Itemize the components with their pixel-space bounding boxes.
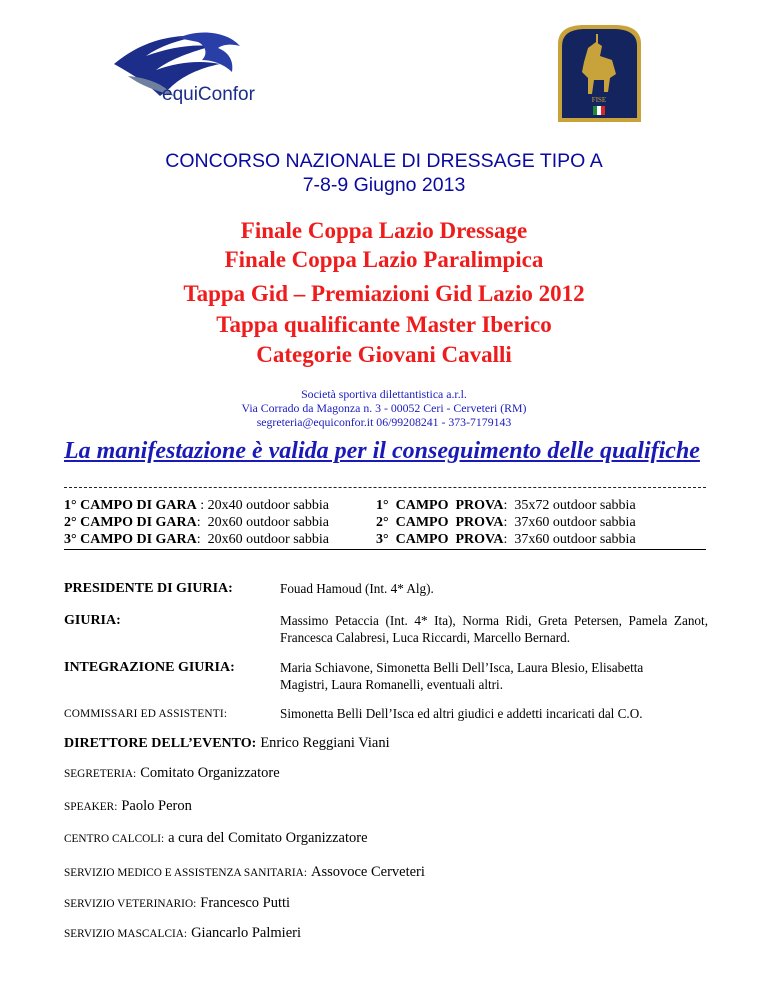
title-coppa-lazio-paralimpica: Finale Coppa Lazio Paralimpica: [224, 247, 544, 272]
competition-field-1: [64, 497, 329, 514]
director-label: DIRETTORE DELL’EVENTO:: [64, 736, 257, 751]
warmup-field-3: [376, 531, 636, 548]
commissioners-label: COMMISSARI ED ASSISTENTI:: [64, 708, 228, 720]
competition-field-3-sep: :: [196, 532, 208, 547]
dashed-divider: [64, 487, 706, 489]
speaker-value: Paolo Peron: [121, 798, 192, 814]
organizer-contact: segreteria@equiconfor.it 06/99208241 - 373-7179143: [256, 415, 512, 429]
competition-field-3-value: 20x60 outdoor sabbia: [207, 532, 329, 547]
warmup-field-2-value: 37x60 outdoor sabbia: [514, 515, 636, 530]
director-row: [64, 734, 390, 752]
equiconfor-logo: [108, 26, 260, 112]
speaker-label: SPEAKER:: [64, 801, 118, 813]
fields-divider: [64, 549, 706, 550]
jury-integration-value: Maria Schiavone, Simonetta Belli Dell’Isca, Laura Blesio, Elisabetta Magistri, Laura Romanelli, eventuali altri.: [280, 660, 644, 692]
title-master-iberico: Tappa qualificante Master Iberico: [216, 312, 552, 337]
jury-label: GIURIA:: [64, 613, 121, 628]
vet-label: SERVIZIO VETERINARIO:: [64, 898, 197, 910]
competition-field-1-sep: :: [196, 498, 208, 513]
warmup-field-2-label: 2° CAMPO PROVA: [376, 515, 504, 530]
secretariat-value: Comitato Organizzatore: [140, 765, 280, 781]
organizer-name: Società sportiva dilettantistica a.r.l.: [301, 387, 467, 401]
warmup-field-1-value: 35x72 outdoor sabbia: [514, 498, 636, 513]
president-label: PRESIDENTE DI GIURIA:: [64, 581, 233, 596]
event-dates: 7-8-9 Giugno 2013: [302, 174, 466, 196]
warmup-field-1-sep: :: [503, 498, 515, 513]
warmup-field-3-sep: :: [503, 532, 515, 547]
medical-row: [64, 863, 425, 881]
competition-field-2-label: 2° CAMPO DI GARA: [64, 515, 197, 530]
warmup-field-3-value: 37x60 outdoor sabbia: [514, 532, 636, 547]
calc-center-value: a cura del Comitato Organizzatore: [168, 830, 368, 846]
event-type-heading: CONCORSO NAZIONALE DI DRESSAGE TIPO A: [165, 150, 603, 172]
warmup-field-1: [376, 497, 636, 514]
farrier-label: SERVIZIO MASCALCIA:: [64, 928, 188, 940]
competition-field-3-label: 3° CAMPO DI GARA: [64, 532, 197, 547]
competition-field-2-sep: :: [196, 515, 208, 530]
director-value: Enrico Reggiani Viani: [260, 735, 390, 751]
vet-row: [64, 894, 290, 912]
title-coppa-lazio-dressage: Finale Coppa Lazio Dressage: [240, 218, 528, 243]
secretariat-label: SEGRETERIA:: [64, 768, 137, 780]
secretariat-row: [64, 764, 280, 782]
title-tappa-gid: Tappa Gid – Premiazioni Gid Lazio 2012: [183, 281, 585, 306]
speaker-row: [64, 797, 192, 815]
calc-center-label: CENTRO CALCOLI:: [64, 833, 165, 845]
farrier-row: [64, 924, 301, 942]
fise-badge-text: FISE: [591, 96, 607, 104]
title-giovani-cavalli: Categorie Giovani Cavalli: [256, 342, 512, 367]
competition-field-1-label: 1° CAMPO DI GARA: [64, 498, 197, 513]
medical-value: Assovoce Cerveteri: [310, 864, 425, 880]
president-value: Fouad Hamoud (Int. 4* Alg).: [280, 581, 434, 596]
warmup-field-2: [376, 514, 636, 531]
organizer-address: Via Corrado da Magonza n. 3 - 00052 Ceri - Cerveteri (RM): [241, 401, 527, 415]
competition-field-3: [64, 531, 329, 548]
warmup-field-3-label: 3° CAMPO PROVA: [376, 532, 504, 547]
warmup-field-2-sep: :: [503, 515, 515, 530]
equiconfor-logo-text: equiConfor: [162, 84, 255, 105]
jury-integration-label: INTEGRAZIONE GIURIA:: [64, 660, 235, 675]
warmup-field-1-label: 1° CAMPO PROVA: [376, 498, 504, 513]
commissioners-value: Simonetta Belli Dell’Isca ed altri giudici e addetti incaricati dal C.O.: [280, 706, 643, 721]
fise-badge-logo: [552, 22, 647, 124]
calc-center-row: [64, 829, 368, 847]
competition-field-2: [64, 514, 329, 531]
medical-label: SERVIZIO MEDICO E ASSISTENZA SANITARIA:: [64, 867, 307, 879]
jury-value: Massimo Petaccia (Int. 4* Ita), Norma Ridi, Greta Petersen, Pamela Zanot, Francesca Calabresi, Luca Riccardi, Marcello Bernard.: [280, 613, 708, 645]
competition-field-1-value: 20x40 outdoor sabbia: [207, 498, 329, 513]
competition-field-2-value: 20x60 outdoor sabbia: [207, 515, 329, 530]
vet-value: Francesco Putti: [200, 895, 291, 911]
qualification-validity-note: La manifestazione è valida per il conseguimento delle qualifiche: [64, 438, 700, 464]
farrier-value: Giancarlo Palmieri: [191, 925, 301, 941]
